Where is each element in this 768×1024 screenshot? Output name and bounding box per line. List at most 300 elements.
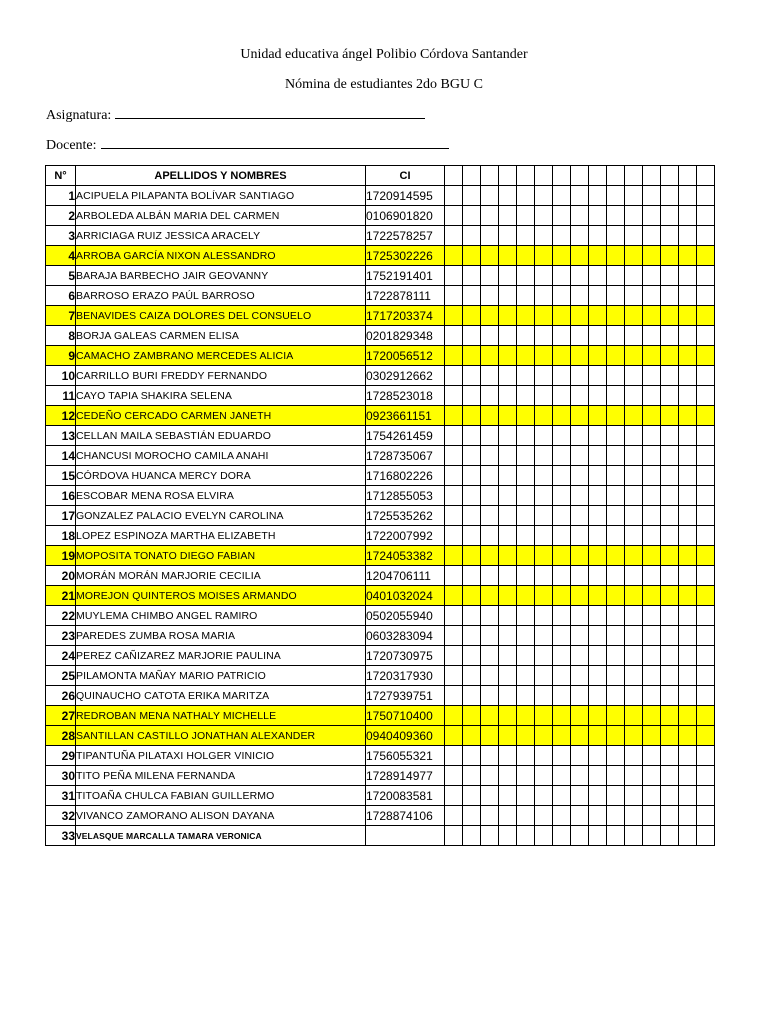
attendance-cell[interactable] — [517, 506, 535, 526]
attendance-cell[interactable] — [445, 506, 463, 526]
attendance-cell[interactable] — [499, 366, 517, 386]
attendance-cell[interactable] — [481, 206, 499, 226]
attendance-cell[interactable] — [571, 766, 589, 786]
attendance-cell[interactable] — [499, 226, 517, 246]
attendance-cell[interactable] — [607, 246, 625, 266]
attendance-cell[interactable] — [697, 346, 715, 366]
attendance-cell[interactable] — [625, 286, 643, 306]
attendance-cell[interactable] — [625, 446, 643, 466]
attendance-cell[interactable] — [571, 306, 589, 326]
attendance-cell[interactable] — [463, 506, 481, 526]
attendance-cell[interactable] — [697, 646, 715, 666]
attendance-cell[interactable] — [445, 566, 463, 586]
attendance-cell[interactable] — [481, 346, 499, 366]
attendance-cell[interactable] — [553, 206, 571, 226]
attendance-cell[interactable] — [535, 626, 553, 646]
attendance-cell[interactable] — [553, 346, 571, 366]
attendance-cell[interactable] — [697, 546, 715, 566]
attendance-cell[interactable] — [463, 206, 481, 226]
attendance-cell[interactable] — [445, 246, 463, 266]
attendance-cell[interactable] — [517, 766, 535, 786]
attendance-cell[interactable] — [571, 366, 589, 386]
attendance-cell[interactable] — [517, 606, 535, 626]
attendance-cell[interactable] — [697, 626, 715, 646]
attendance-cell[interactable] — [661, 566, 679, 586]
attendance-cell[interactable] — [625, 806, 643, 826]
attendance-cell[interactable] — [607, 426, 625, 446]
attendance-cell[interactable] — [697, 606, 715, 626]
attendance-cell[interactable] — [607, 766, 625, 786]
attendance-cell[interactable] — [607, 506, 625, 526]
attendance-cell[interactable] — [643, 306, 661, 326]
attendance-cell[interactable] — [589, 486, 607, 506]
attendance-cell[interactable] — [445, 666, 463, 686]
attendance-cell[interactable] — [463, 346, 481, 366]
attendance-cell[interactable] — [463, 766, 481, 786]
attendance-cell[interactable] — [499, 266, 517, 286]
attendance-cell[interactable] — [643, 606, 661, 626]
attendance-cell[interactable] — [571, 786, 589, 806]
attendance-cell[interactable] — [607, 526, 625, 546]
attendance-cell[interactable] — [679, 786, 697, 806]
attendance-cell[interactable] — [607, 626, 625, 646]
attendance-cell[interactable] — [481, 746, 499, 766]
attendance-cell[interactable] — [589, 526, 607, 546]
attendance-cell[interactable] — [643, 586, 661, 606]
attendance-cell[interactable] — [661, 226, 679, 246]
attendance-cell[interactable] — [445, 826, 463, 846]
attendance-cell[interactable] — [481, 486, 499, 506]
attendance-cell[interactable] — [553, 746, 571, 766]
attendance-cell[interactable] — [571, 186, 589, 206]
attendance-cell[interactable] — [679, 666, 697, 686]
attendance-cell[interactable] — [553, 726, 571, 746]
attendance-cell[interactable] — [679, 566, 697, 586]
attendance-cell[interactable] — [661, 246, 679, 266]
attendance-cell[interactable] — [625, 506, 643, 526]
attendance-cell[interactable] — [625, 746, 643, 766]
attendance-cell[interactable] — [445, 606, 463, 626]
attendance-cell[interactable] — [589, 546, 607, 566]
attendance-cell[interactable] — [679, 206, 697, 226]
attendance-cell[interactable] — [463, 806, 481, 826]
attendance-cell[interactable] — [589, 646, 607, 666]
attendance-cell[interactable] — [553, 586, 571, 606]
attendance-cell[interactable] — [679, 586, 697, 606]
attendance-cell[interactable] — [661, 286, 679, 306]
attendance-cell[interactable] — [679, 246, 697, 266]
attendance-cell[interactable] — [499, 746, 517, 766]
attendance-cell[interactable] — [571, 466, 589, 486]
attendance-cell[interactable] — [643, 766, 661, 786]
attendance-cell[interactable] — [463, 626, 481, 646]
attendance-cell[interactable] — [643, 326, 661, 346]
attendance-cell[interactable] — [481, 266, 499, 286]
attendance-cell[interactable] — [481, 286, 499, 306]
attendance-cell[interactable] — [697, 586, 715, 606]
attendance-cell[interactable] — [481, 786, 499, 806]
attendance-cell[interactable] — [445, 326, 463, 346]
attendance-cell[interactable] — [607, 646, 625, 666]
attendance-cell[interactable] — [625, 406, 643, 426]
attendance-cell[interactable] — [589, 506, 607, 526]
attendance-cell[interactable] — [535, 606, 553, 626]
attendance-cell[interactable] — [607, 366, 625, 386]
attendance-cell[interactable] — [607, 726, 625, 746]
attendance-cell[interactable] — [679, 466, 697, 486]
attendance-cell[interactable] — [571, 406, 589, 426]
attendance-cell[interactable] — [553, 306, 571, 326]
attendance-cell[interactable] — [661, 466, 679, 486]
attendance-cell[interactable] — [535, 346, 553, 366]
attendance-cell[interactable] — [679, 486, 697, 506]
attendance-cell[interactable] — [697, 686, 715, 706]
attendance-cell[interactable] — [499, 766, 517, 786]
attendance-cell[interactable] — [625, 366, 643, 386]
attendance-cell[interactable] — [499, 786, 517, 806]
attendance-cell[interactable] — [535, 486, 553, 506]
attendance-cell[interactable] — [679, 426, 697, 446]
attendance-cell[interactable] — [463, 286, 481, 306]
attendance-cell[interactable] — [571, 666, 589, 686]
attendance-cell[interactable] — [571, 706, 589, 726]
attendance-cell[interactable] — [553, 666, 571, 686]
attendance-cell[interactable] — [589, 206, 607, 226]
attendance-cell[interactable] — [445, 386, 463, 406]
attendance-cell[interactable] — [517, 286, 535, 306]
attendance-cell[interactable] — [481, 766, 499, 786]
attendance-cell[interactable] — [643, 546, 661, 566]
attendance-cell[interactable] — [571, 286, 589, 306]
attendance-cell[interactable] — [553, 766, 571, 786]
attendance-cell[interactable] — [607, 206, 625, 226]
attendance-cell[interactable] — [481, 586, 499, 606]
attendance-cell[interactable] — [517, 426, 535, 446]
attendance-cell[interactable] — [553, 546, 571, 566]
attendance-cell[interactable] — [517, 226, 535, 246]
attendance-cell[interactable] — [481, 466, 499, 486]
attendance-cell[interactable] — [535, 326, 553, 346]
attendance-cell[interactable] — [643, 786, 661, 806]
attendance-cell[interactable] — [679, 306, 697, 326]
attendance-cell[interactable] — [625, 346, 643, 366]
attendance-cell[interactable] — [625, 486, 643, 506]
attendance-cell[interactable] — [697, 506, 715, 526]
attendance-cell[interactable] — [463, 306, 481, 326]
attendance-cell[interactable] — [499, 566, 517, 586]
attendance-cell[interactable] — [445, 446, 463, 466]
attendance-cell[interactable] — [625, 206, 643, 226]
attendance-cell[interactable] — [661, 266, 679, 286]
attendance-cell[interactable] — [661, 366, 679, 386]
attendance-cell[interactable] — [697, 326, 715, 346]
attendance-cell[interactable] — [445, 726, 463, 746]
attendance-cell[interactable] — [589, 686, 607, 706]
attendance-cell[interactable] — [499, 446, 517, 466]
attendance-cell[interactable] — [679, 326, 697, 346]
attendance-cell[interactable] — [517, 686, 535, 706]
attendance-cell[interactable] — [535, 286, 553, 306]
attendance-cell[interactable] — [589, 566, 607, 586]
attendance-cell[interactable] — [553, 286, 571, 306]
attendance-cell[interactable] — [571, 606, 589, 626]
attendance-cell[interactable] — [481, 186, 499, 206]
attendance-cell[interactable] — [463, 246, 481, 266]
attendance-cell[interactable] — [463, 586, 481, 606]
attendance-cell[interactable] — [517, 186, 535, 206]
attendance-cell[interactable] — [697, 826, 715, 846]
attendance-cell[interactable] — [607, 466, 625, 486]
attendance-cell[interactable] — [571, 266, 589, 286]
attendance-cell[interactable] — [679, 806, 697, 826]
attendance-cell[interactable] — [679, 186, 697, 206]
attendance-cell[interactable] — [625, 626, 643, 646]
attendance-cell[interactable] — [463, 566, 481, 586]
attendance-cell[interactable] — [481, 546, 499, 566]
attendance-cell[interactable] — [445, 206, 463, 226]
attendance-cell[interactable] — [463, 686, 481, 706]
attendance-cell[interactable] — [481, 726, 499, 746]
attendance-cell[interactable] — [589, 446, 607, 466]
attendance-cell[interactable] — [589, 366, 607, 386]
attendance-cell[interactable] — [589, 786, 607, 806]
attendance-cell[interactable] — [535, 766, 553, 786]
attendance-cell[interactable] — [679, 646, 697, 666]
attendance-cell[interactable] — [625, 766, 643, 786]
attendance-cell[interactable] — [697, 386, 715, 406]
attendance-cell[interactable] — [499, 586, 517, 606]
attendance-cell[interactable] — [697, 526, 715, 546]
attendance-cell[interactable] — [499, 426, 517, 446]
attendance-cell[interactable] — [571, 326, 589, 346]
attendance-cell[interactable] — [499, 826, 517, 846]
attendance-cell[interactable] — [571, 566, 589, 586]
attendance-cell[interactable] — [697, 666, 715, 686]
attendance-cell[interactable] — [589, 606, 607, 626]
attendance-cell[interactable] — [481, 426, 499, 446]
attendance-cell[interactable] — [679, 226, 697, 246]
attendance-cell[interactable] — [643, 726, 661, 746]
attendance-cell[interactable] — [661, 526, 679, 546]
attendance-cell[interactable] — [625, 826, 643, 846]
attendance-cell[interactable] — [643, 746, 661, 766]
attendance-cell[interactable] — [697, 266, 715, 286]
attendance-cell[interactable] — [661, 206, 679, 226]
attendance-cell[interactable] — [553, 406, 571, 426]
attendance-cell[interactable] — [697, 426, 715, 446]
attendance-cell[interactable] — [535, 306, 553, 326]
attendance-cell[interactable] — [571, 446, 589, 466]
attendance-cell[interactable] — [589, 326, 607, 346]
attendance-cell[interactable] — [445, 406, 463, 426]
attendance-cell[interactable] — [625, 266, 643, 286]
attendance-cell[interactable] — [481, 366, 499, 386]
attendance-cell[interactable] — [445, 366, 463, 386]
attendance-cell[interactable] — [553, 506, 571, 526]
attendance-cell[interactable] — [463, 666, 481, 686]
attendance-cell[interactable] — [607, 546, 625, 566]
attendance-cell[interactable] — [697, 446, 715, 466]
attendance-cell[interactable] — [625, 606, 643, 626]
attendance-cell[interactable] — [445, 186, 463, 206]
attendance-cell[interactable] — [643, 266, 661, 286]
attendance-cell[interactable] — [679, 506, 697, 526]
attendance-cell[interactable] — [535, 386, 553, 406]
attendance-cell[interactable] — [607, 286, 625, 306]
attendance-cell[interactable] — [589, 266, 607, 286]
attendance-cell[interactable] — [499, 546, 517, 566]
attendance-cell[interactable] — [535, 266, 553, 286]
attendance-cell[interactable] — [445, 746, 463, 766]
attendance-cell[interactable] — [589, 666, 607, 686]
attendance-cell[interactable] — [643, 346, 661, 366]
attendance-cell[interactable] — [445, 766, 463, 786]
attendance-cell[interactable] — [517, 726, 535, 746]
attendance-cell[interactable] — [643, 446, 661, 466]
attendance-cell[interactable] — [463, 526, 481, 546]
attendance-cell[interactable] — [535, 746, 553, 766]
attendance-cell[interactable] — [553, 366, 571, 386]
attendance-cell[interactable] — [499, 306, 517, 326]
attendance-cell[interactable] — [607, 706, 625, 726]
attendance-cell[interactable] — [517, 406, 535, 426]
attendance-cell[interactable] — [499, 506, 517, 526]
attendance-cell[interactable] — [607, 386, 625, 406]
attendance-cell[interactable] — [661, 586, 679, 606]
attendance-cell[interactable] — [463, 226, 481, 246]
attendance-cell[interactable] — [661, 826, 679, 846]
attendance-cell[interactable] — [679, 286, 697, 306]
attendance-cell[interactable] — [571, 506, 589, 526]
attendance-cell[interactable] — [607, 486, 625, 506]
attendance-cell[interactable] — [697, 786, 715, 806]
attendance-cell[interactable] — [661, 446, 679, 466]
attendance-cell[interactable] — [679, 366, 697, 386]
attendance-cell[interactable] — [499, 706, 517, 726]
attendance-cell[interactable] — [661, 486, 679, 506]
attendance-cell[interactable] — [661, 546, 679, 566]
attendance-cell[interactable] — [571, 726, 589, 746]
attendance-cell[interactable] — [499, 406, 517, 426]
attendance-cell[interactable] — [697, 746, 715, 766]
attendance-cell[interactable] — [499, 686, 517, 706]
attendance-cell[interactable] — [535, 406, 553, 426]
attendance-cell[interactable] — [697, 466, 715, 486]
attendance-cell[interactable] — [499, 326, 517, 346]
attendance-cell[interactable] — [661, 686, 679, 706]
attendance-cell[interactable] — [553, 526, 571, 546]
attendance-cell[interactable] — [535, 566, 553, 586]
attendance-cell[interactable] — [643, 666, 661, 686]
attendance-cell[interactable] — [553, 446, 571, 466]
attendance-cell[interactable] — [661, 306, 679, 326]
attendance-cell[interactable] — [643, 246, 661, 266]
attendance-cell[interactable] — [679, 606, 697, 626]
attendance-cell[interactable] — [697, 706, 715, 726]
attendance-cell[interactable] — [481, 446, 499, 466]
attendance-cell[interactable] — [679, 446, 697, 466]
attendance-cell[interactable] — [481, 626, 499, 646]
attendance-cell[interactable] — [553, 466, 571, 486]
attendance-cell[interactable] — [463, 826, 481, 846]
attendance-cell[interactable] — [661, 426, 679, 446]
attendance-cell[interactable] — [463, 266, 481, 286]
attendance-cell[interactable] — [445, 706, 463, 726]
attendance-cell[interactable] — [553, 246, 571, 266]
attendance-cell[interactable] — [517, 826, 535, 846]
attendance-cell[interactable] — [553, 606, 571, 626]
attendance-cell[interactable] — [517, 326, 535, 346]
attendance-cell[interactable] — [571, 526, 589, 546]
attendance-cell[interactable] — [643, 686, 661, 706]
attendance-cell[interactable] — [553, 386, 571, 406]
attendance-cell[interactable] — [661, 326, 679, 346]
attendance-cell[interactable] — [589, 466, 607, 486]
attendance-cell[interactable] — [517, 566, 535, 586]
attendance-cell[interactable] — [589, 586, 607, 606]
attendance-cell[interactable] — [589, 346, 607, 366]
attendance-cell[interactable] — [697, 206, 715, 226]
attendance-cell[interactable] — [517, 346, 535, 366]
attendance-cell[interactable] — [661, 406, 679, 426]
attendance-cell[interactable] — [697, 246, 715, 266]
attendance-cell[interactable] — [517, 266, 535, 286]
attendance-cell[interactable] — [643, 566, 661, 586]
attendance-cell[interactable] — [553, 326, 571, 346]
attendance-cell[interactable] — [517, 806, 535, 826]
attendance-cell[interactable] — [517, 206, 535, 226]
attendance-cell[interactable] — [679, 766, 697, 786]
attendance-cell[interactable] — [697, 186, 715, 206]
attendance-cell[interactable] — [499, 726, 517, 746]
attendance-cell[interactable] — [535, 666, 553, 686]
attendance-cell[interactable] — [481, 526, 499, 546]
attendance-cell[interactable] — [625, 326, 643, 346]
attendance-cell[interactable] — [661, 186, 679, 206]
attendance-cell[interactable] — [535, 646, 553, 666]
attendance-cell[interactable] — [625, 666, 643, 686]
attendance-cell[interactable] — [571, 386, 589, 406]
attendance-cell[interactable] — [535, 726, 553, 746]
attendance-cell[interactable] — [607, 446, 625, 466]
attendance-cell[interactable] — [697, 486, 715, 506]
attendance-cell[interactable] — [661, 786, 679, 806]
attendance-cell[interactable] — [445, 646, 463, 666]
attendance-cell[interactable] — [517, 746, 535, 766]
attendance-cell[interactable] — [625, 426, 643, 446]
attendance-cell[interactable] — [517, 366, 535, 386]
attendance-cell[interactable] — [625, 186, 643, 206]
attendance-cell[interactable] — [661, 806, 679, 826]
attendance-cell[interactable] — [535, 686, 553, 706]
attendance-cell[interactable] — [535, 706, 553, 726]
attendance-cell[interactable] — [643, 286, 661, 306]
attendance-cell[interactable] — [553, 806, 571, 826]
attendance-cell[interactable] — [517, 466, 535, 486]
attendance-cell[interactable] — [643, 806, 661, 826]
attendance-cell[interactable] — [589, 186, 607, 206]
attendance-cell[interactable] — [535, 246, 553, 266]
attendance-cell[interactable] — [535, 366, 553, 386]
attendance-cell[interactable] — [517, 246, 535, 266]
attendance-cell[interactable] — [589, 306, 607, 326]
attendance-cell[interactable] — [571, 826, 589, 846]
attendance-cell[interactable] — [553, 226, 571, 246]
attendance-cell[interactable] — [553, 426, 571, 446]
attendance-cell[interactable] — [445, 586, 463, 606]
attendance-cell[interactable] — [643, 526, 661, 546]
attendance-cell[interactable] — [697, 226, 715, 246]
